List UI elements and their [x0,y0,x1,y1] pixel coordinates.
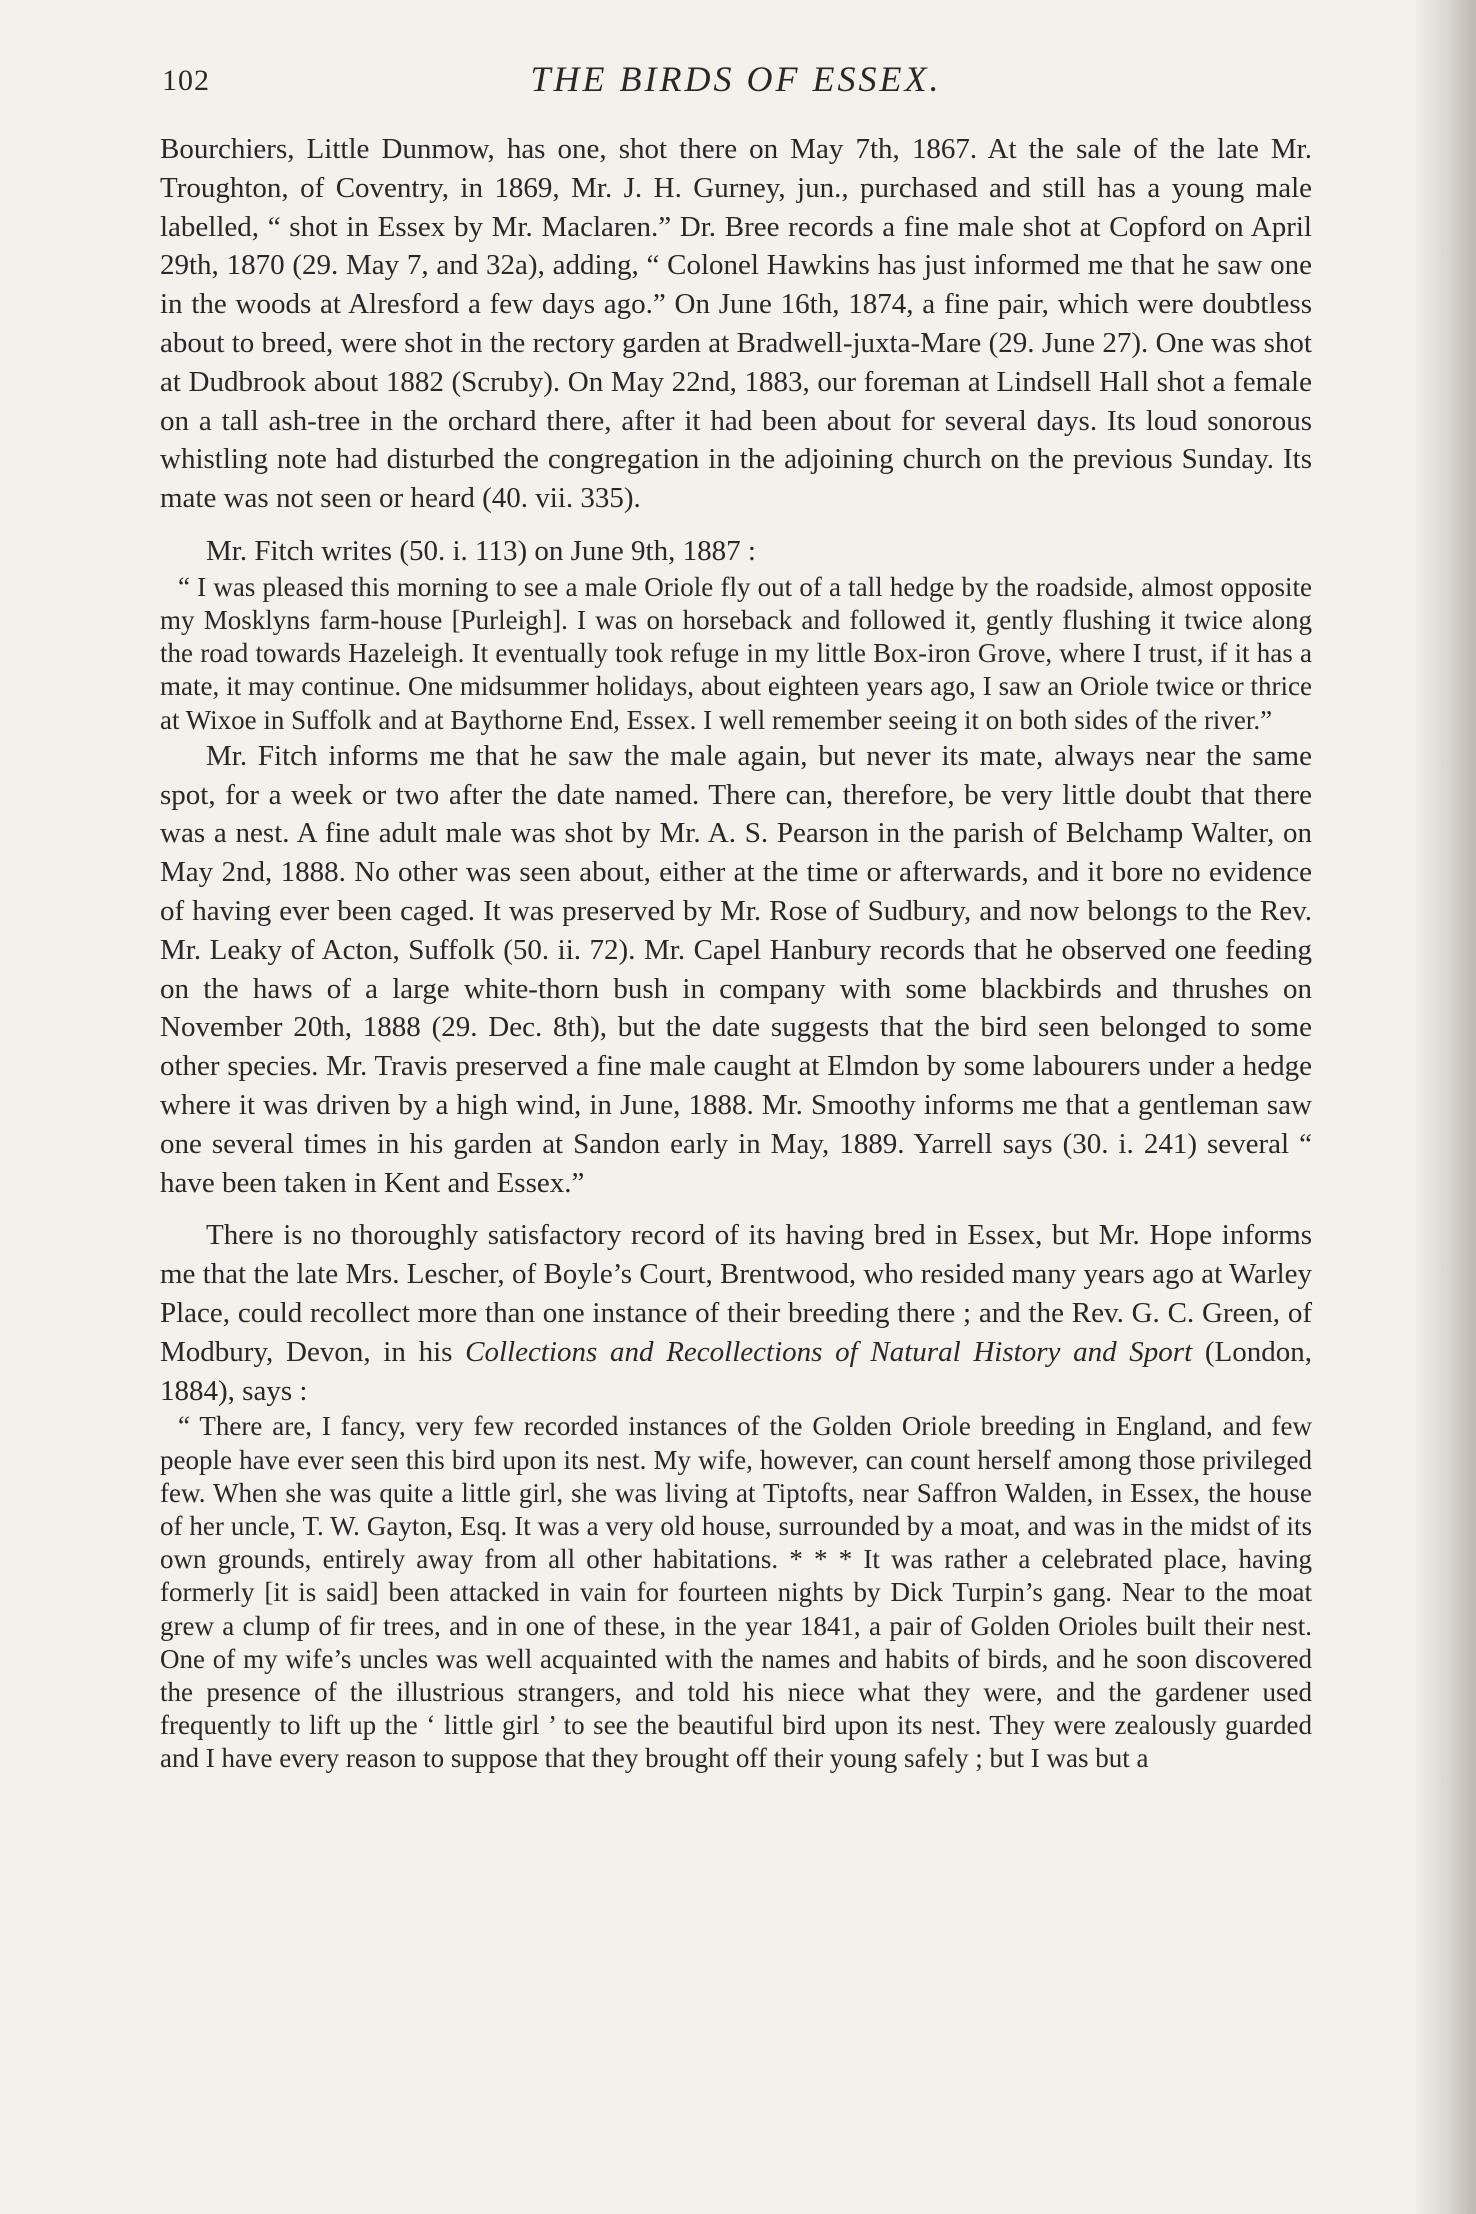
paragraph-fitch-intro: Mr. Fitch writes (50. i. 113) on June 9th, 1887 : [206,534,756,567]
paragraph-breeding [160,1216,1312,1410]
paragraph-breeding-text: There is no thoroughly satisfactory record of its having bred in Essex, but Mr. Hope informs me that the late Mrs. Lescher, of Boyle’s Court, Brentwood, who resided many years ago at Warley Place, could recollect more than one instance of their breeding there ; and the Rev. G. C. Green, of Modbury, Devon, in his [160,1219,1312,1368]
paragraph-further-records: Mr. Fitch informs me that he saw the male again, but never its mate, always near the same spot, for a week or two after the date named. There can, therefore, be very little doubt that there was a nest. A fine adult male was shot by Mr. A. S. Pearson in the parish of Belchamp Walter, on May 2nd, 1888. No other was seen about, either at the time or afterwards, and it bore no evidence of having ever been caged. It was preserved by Mr. Rose of Sudbury, and now belongs to the Rev. Mr. Leaky of Acton, Suffolk (50. ii. 72). Mr. Capel Hanbury records that he observed one feeding on the haws of a large white-thorn bush in company with some blackbirds and thrushes on November 20th, 1888 (29. Dec. 8th), but the date suggests that the bird seen belonged to some other species. Mr. Travis preserved a fine male caught at Elmdon by some labourers under a hedge where it was driven by a high wind, in June, 1888. Mr. Smoothy informs me that a gentleman saw one several times in his garden at Sandon early in May, 1889. Yarrell says (30. i. 241) several “ have been taken in Kent and Essex.” [160,739,1312,1199]
quote-fitch-letter: “ I was pleased this morning to see a male Oriole fly out of a tall hedge by the roadside, almost opposite my Mosklyns farm-house [Purleigh]. I was on horseback and followed it, gently flushing it twice along the road towards Hazeleigh. It eventually took refuge in my little Box-iron Grove, where I trust, if it has a mate, it may continue. One midsummer holidays, about eighteen years ago, I saw an Oriole twice or thrice at Wixoe in Suffolk and at Baythorne End, Essex. I well remember seeing it on both sides of the river.” [160,571,1312,735]
paragraph-breeding-tail: (London, 1884), says : [160,1335,1312,1407]
running-head [160,58,1312,108]
paragraph-records: Bourchiers, Little Dunmow, has one, shot there on May 7th, 1867. At the sale of the late Mr. Troughton, of Coventry, in 1869, Mr. J. H. Gurney, jun., purchased and still has a young male labelled, “ shot in Essex by Mr. Maclaren.” Dr. Bree records a fine male shot at Copford on April 29th, 1870 (29. May 7, and 32a), adding, “ Colonel Hawkins has just informed me that he saw one in the woods at Alresford a few days ago.” On June 16th, 1874, a fine pair, which were doubtless about to breed, were shot in the rectory garden at Bradwell-juxta-Mare (29. June 27). One was shot at Dudbrook about 1882 (Scruby). On May 22nd, 1883, our foreman at Lindsell Hall shot a female on a tall ash-tree in the orchard there, after it had been about for several days. Its loud sonorous whistling note had disturbed the congregation in the adjoining church on the previous Sunday. Its mate was not seen or heard (40. vii. 335). [160,133,1312,515]
page-edge-shadow [1416,0,1476,2214]
quote-green-recollection: “ There are, I fancy, very few recorded instances of the Golden Oriole breeding in England, and few people have ever seen this bird upon its nest. My wife, however, can count herself among those privileged few. When she was quite a little girl, she was living at Tiptofts, near Saffron Walden, in Essex, the house of her uncle, T. W. Gayton, Esq. It was a very old house, surrounded by a moat, and was in the midst of its own grounds, entirely away from all other habitations. * * * It was rather a celebrated place, having formerly [it is said] been attacked in vain for fourteen nights by Dick Turpin’s gang. Near to the moat grew a clump of fir trees, and in one of these, in the year 1841, a pair of Golden Orioles built their nest. One of my wife’s uncles was well acquainted with the names and habits of birds, and he soon discovered the presence of the illustrious strangers, and told his niece what they were, and the gardener used frequently to lift up the ‘ little girl ’ to see the beautiful bird upon its nest. They were zealously guarded and I have every reason to suppose that they brought off their young safely ; but I was but a [160,1411,1312,1774]
book-title-citation: Collections and Recollections of Natural History and Sport [465,1335,1193,1368]
running-title: THE BIRDS OF ESSEX. [530,59,942,99]
body-text [160,130,1312,1776]
page-number: 102 [162,64,210,97]
